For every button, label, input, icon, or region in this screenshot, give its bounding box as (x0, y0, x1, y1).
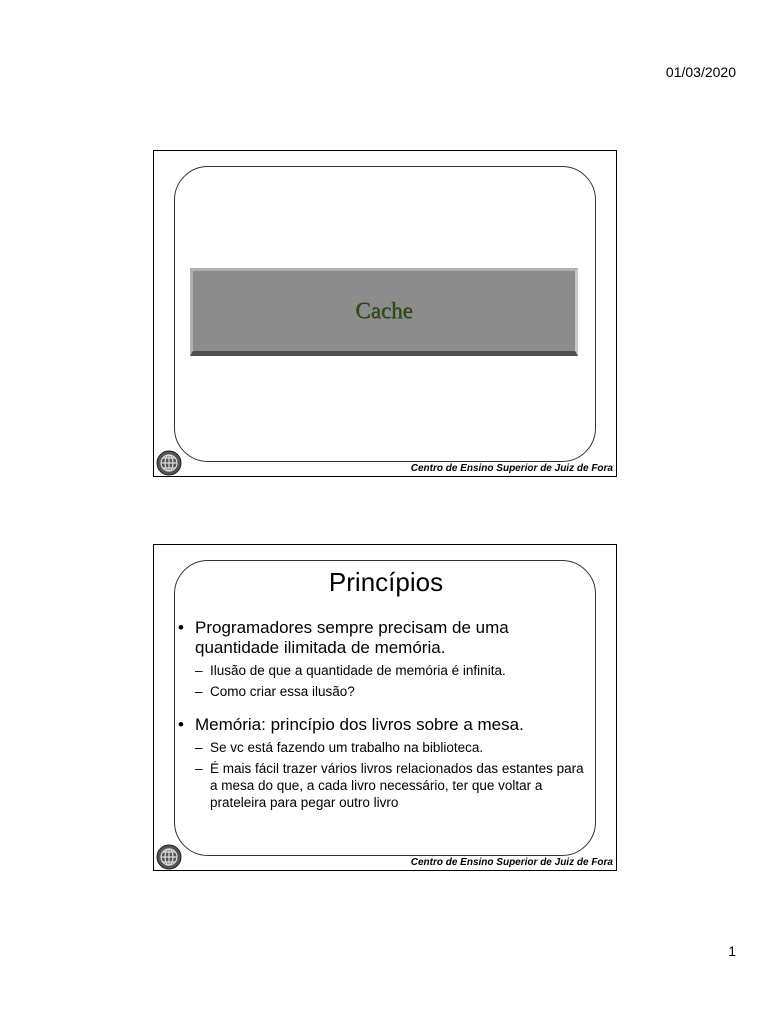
sub-bullet-item (195, 760, 588, 811)
sub-bullet-marker: – (195, 740, 203, 755)
bullet-marker: • (178, 618, 184, 637)
page-number: 1 (728, 943, 736, 959)
sub-bullet-text: Como criar essa ilusão? (210, 684, 355, 699)
slide-2-title: Princípios (328, 567, 444, 597)
slide-1-title-bar (190, 268, 578, 356)
sub-bullet-item (195, 662, 588, 679)
bullet-item (178, 618, 588, 658)
slide-2-footer: Centro de Ensino Superior de Juiz de Fora (410, 857, 613, 868)
sub-bullet-marker: – (195, 761, 203, 776)
sub-bullet-text: Ilusão de que a quantidade de memória é infinita. (210, 663, 506, 678)
sub-bullet-item (195, 683, 588, 700)
sub-bullet-marker: – (195, 684, 203, 699)
slide-1 (153, 150, 617, 477)
bullet-marker: • (178, 715, 184, 734)
sub-bullet-marker: – (195, 663, 203, 678)
bullet-item (178, 715, 588, 735)
bullet-text: Programadores sempre precisam de uma quantidade ilimitada de memória. (195, 618, 509, 657)
slide-2 (153, 544, 617, 871)
slide-2-bullet-list (178, 618, 588, 811)
page-date: 01/03/2020 (665, 64, 736, 80)
globe-logo-icon (156, 450, 182, 476)
slide-1-footer: Centro de Ensino Superior de Juiz de Fora (410, 463, 613, 474)
globe-logo-icon (156, 844, 182, 870)
slide-1-title: Cache (355, 298, 413, 323)
sub-bullet-item (195, 739, 588, 756)
sub-bullet-text: Se vc está fazendo um trabalho na biblioteca. (210, 740, 484, 755)
bullet-text: Memória: princípio dos livros sobre a mesa. (195, 715, 524, 734)
sub-bullet-text: É mais fácil trazer vários livros relacionados das estantes para a mesa do que, a cada livro necessário, ter que voltar a prateleira para pegar outro livro (210, 761, 584, 810)
